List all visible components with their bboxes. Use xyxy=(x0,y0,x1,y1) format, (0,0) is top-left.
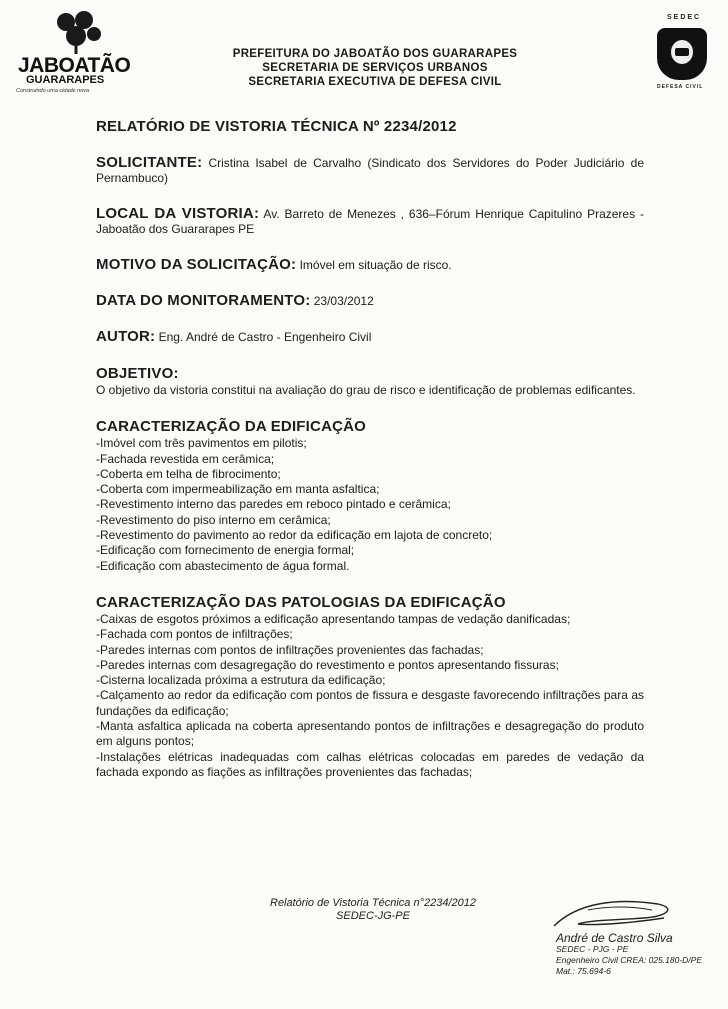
page-footer xyxy=(228,897,518,923)
footer-org: SEDEC-JG-PE xyxy=(336,910,410,922)
data-label: DATA DO MONITORAMENTO: xyxy=(96,292,311,309)
list-item: -Revestimento do piso interno em cerâmica; xyxy=(96,512,331,527)
objetivo-section xyxy=(96,365,644,398)
signature-mat: Mat.: 75.694-6 xyxy=(556,966,611,976)
report-title: RELATÓRIO DE VISTORIA TÉCNICA Nº 2234/2012 xyxy=(96,118,457,135)
objetivo-text: O objetivo da vistoria constitui na avaliação do grau de risco e identificação de problemas edificantes. xyxy=(96,383,636,397)
autor-value: Eng. André de Castro - Engenheiro Civil xyxy=(155,330,372,344)
header-line-servicos: SECRETARIA DE SERVIÇOS URBANOS xyxy=(262,62,488,74)
defesa-civil-label: DEFESA CIVIL xyxy=(657,84,704,90)
autor-label: AUTOR: xyxy=(96,328,156,345)
motivo-field xyxy=(96,257,644,273)
caracterizacao-section xyxy=(96,418,644,574)
solicitante-label: SOLICITANTE: xyxy=(96,154,203,171)
footer-report-ref: Relatório de Vistoria Técnica n°2234/2012 xyxy=(270,897,476,909)
list-item: -Caixas de esgotos próximos a edificação apresentando tampas de vedação danificadas; xyxy=(96,611,571,626)
patologias-title: CARACTERIZAÇÃO DAS PATOLOGIAS DA EDIFICAÇÃO xyxy=(96,593,506,611)
header-line-defesa: SECRETARIA EXECUTIVA DE DEFESA CIVIL xyxy=(248,76,502,88)
list-item: -Cisterna localizada próxima a estrutura da edificação; xyxy=(96,673,386,688)
patologias-list xyxy=(96,612,644,780)
list-item: -Edificação com abastecimento de água formal. xyxy=(96,558,350,573)
list-item: -Fachada revestida em cerâmica; xyxy=(96,451,275,466)
document-header xyxy=(190,47,560,89)
data-field xyxy=(96,293,644,309)
jaboatao-logo xyxy=(14,8,131,94)
signature-org: SEDEC - PJG - PE xyxy=(556,944,629,954)
local-label: LOCAL DA VISTORIA: xyxy=(96,205,260,222)
signature-name: André de Castro Silva xyxy=(556,931,673,945)
solicitante-field xyxy=(96,155,644,186)
shield-icon xyxy=(657,28,707,80)
caracterizacao-title: CARACTERIZAÇÃO DA EDIFICAÇÃO xyxy=(96,418,367,436)
patologias-section xyxy=(96,594,644,780)
list-item: -Paredes internas com desagregação do revestimento e pontos apresentando fissuras; xyxy=(96,657,559,672)
list-item: -Edificação com fornecimento de energia formal; xyxy=(96,543,355,558)
autor-field xyxy=(96,329,644,345)
data-value: 23/03/2012 xyxy=(310,294,374,308)
signature-crea: Engenheiro Civil CREA: 025.180-D/PE xyxy=(556,955,702,965)
logo-city-sub: GUARARAPES xyxy=(26,74,105,86)
local-field xyxy=(96,206,644,237)
list-item: -Paredes internas com pontos de infiltrações provenientes das fachadas; xyxy=(96,642,484,657)
objetivo-title: OBJETIVO: xyxy=(96,365,179,382)
logo-city-name: JABOATÃO xyxy=(18,54,131,77)
list-item: -Revestimento do pavimento ao redor da edificação em lajota de concreto; xyxy=(96,528,493,543)
local-value: Av. Barreto de Menezes , 636–Fórum Henrique Capitulino Prazeres - Jaboatão dos Guararapes PE xyxy=(96,207,645,236)
list-item: -Imóvel com três pavimentos em pilotis; xyxy=(96,436,307,451)
logo-slogan: Construindo uma cidade nova xyxy=(16,88,90,94)
caracterizacao-list xyxy=(96,436,644,574)
header-line-prefeitura: PREFEITURA DO JABOATÃO DOS GUARARAPES xyxy=(232,48,518,60)
list-item: -Instalações elétricas inadequadas com calhas elétricas colocadas em paredes de vedação da fachada expondo as fiações as infiltrações provenientes das fachadas; xyxy=(96,749,644,779)
sedec-logo-label: SEDEC xyxy=(667,14,702,21)
list-item: -Coberta em telha de fibrocimento; xyxy=(96,466,281,481)
signature-stamp xyxy=(556,933,706,977)
list-item: -Calçamento ao redor da edificação com pontos de fissura e desgaste favorecendo infiltrações para as fundações da edificação; xyxy=(96,688,644,718)
solicitante-value: Cristina Isabel de Carvalho (Sindicato dos Servidores do Poder Judiciário de Pernambuco) xyxy=(96,156,644,185)
list-item: -Manta asfaltica aplicada na coberta apresentando pontos de infiltrações e desagregação do produto em alguns pontos; xyxy=(96,719,644,749)
sedec-logo xyxy=(651,14,713,96)
list-item: -Coberta com impermeabilização em manta asfaltica; xyxy=(96,482,380,497)
motivo-value: Imóvel em situação de risco. xyxy=(296,258,452,272)
report-body xyxy=(96,118,644,800)
leaf-logo-icon xyxy=(48,8,106,54)
motivo-label: MOTIVO DA SOLICITAÇÃO: xyxy=(96,256,297,273)
list-item: -Revestimento interno das paredes em reboco pintado e cerâmica; xyxy=(96,497,451,512)
list-item: -Fachada com pontos de infiltrações; xyxy=(96,627,293,642)
